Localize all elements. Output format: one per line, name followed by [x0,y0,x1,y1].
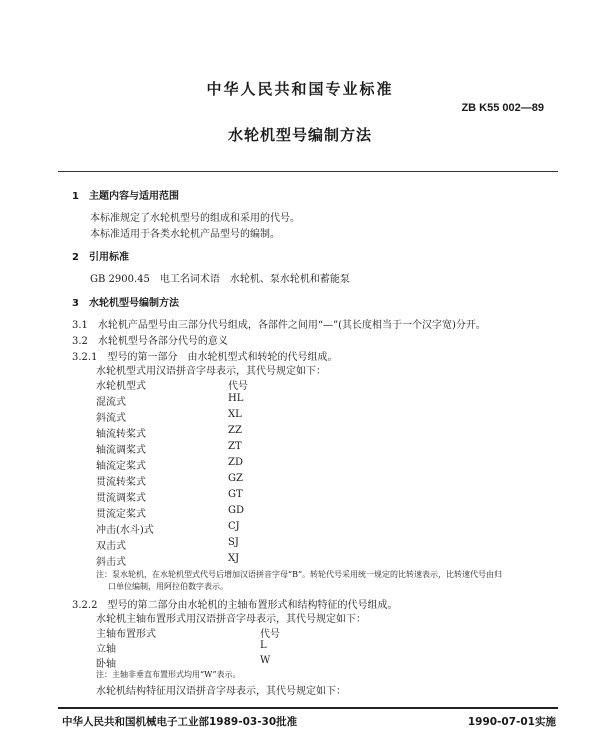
table1-row-code: ZZ [228,425,242,436]
section-1-heading: 1 主题内容与适用范围 [72,191,179,202]
section-1-para-2: 本标准适用于各类水轮机产品型号的编制。 [90,229,280,240]
section-1-para-1: 本标准规定了水轮机型号的组成和采用的代号。 [90,213,300,224]
table1-header-code: 代号 [228,381,248,392]
table1-row-code: ZT [228,441,242,452]
table1-row-name: 斜流式 [96,413,126,424]
table1-row-code: GZ [228,473,243,484]
clause-3-2: 3.2 水轮机型号各部分代号的意义 [72,336,228,347]
normative-reference: GB 2900.45 电工名词术语 水轮机、泵水轮机和蓄能泵 [90,274,350,285]
table2-row-code: L [260,640,267,651]
table2-row-name: 立轴 [96,644,116,655]
table1-row-code: GT [228,489,243,500]
table1-row-code: CJ [228,521,240,532]
table1-note-line-1: 注：泵水轮机，在水轮机型式代号后增加汉语拼音字母“B”。转轮代号采用统一规定的比转速表示，比转速代号由归 [96,570,503,579]
standard-number: ZB K55 002—89 [461,102,544,114]
table1-row-name: 轴流转桨式 [96,429,146,440]
clause-3-2-1: 3.2.1 型号的第一部分 由水轮机型式和转轮的代号组成。 [72,352,338,363]
table1-row-name: 双击式 [96,541,126,552]
header-divider [58,171,558,172]
effective-date: 1990-07-01实施 [467,716,556,728]
table2-header-layout: 主轴布置形式 [96,629,156,640]
table1-row-code: ZD [228,457,243,468]
table1-row-name: 贯流定桨式 [96,509,146,520]
footer-divider [58,707,558,709]
structure-intro: 水轮机结构特征用汉语拼音字母表示，其代号规定如下： [96,686,346,697]
table2-row-name: 卧轴 [96,659,116,670]
table1-row-name: 贯流调桨式 [96,493,146,504]
table2-row-code: W [260,655,271,666]
table1-header-type: 水轮机型式 [96,381,146,392]
clause-3-2-2-intro: 水轮机主轴布置形式用汉语拼音字母表示，其代号规定如下： [96,614,366,625]
section-3-heading: 3 水轮机型号编制方法 [72,298,179,309]
table1-row-name: 贯流转桨式 [96,477,146,488]
approval-date: 中华人民共和国机械电子工业部1989-03-30批准 [62,716,298,728]
section-2-heading: 2 引用标准 [72,252,129,263]
issuing-authority: 中华人民共和国专业标准 [206,80,394,98]
document-title: 水轮机型号编制方法 [227,126,372,144]
table1-row-code: XL [228,409,242,420]
table1-row-name: 冲击(水斗)式 [96,525,154,536]
clause-3-2-1-intro: 水轮机型式用汉语拼音字母表示，其代号规定如下： [96,366,326,377]
table1-row-name: 轴流调桨式 [96,445,146,456]
table2-note: 注：主轴非垂直布置形式均用“W”表示。 [96,670,241,679]
table1-row-code: XJ [228,553,240,564]
table2-header-code: 代号 [260,629,280,640]
table1-row-code: SJ [228,537,239,548]
clause-3-1: 3.1 水轮机产品型号由三部分代号组成，各部件之间用“—”(其长度相当于一个汉字宽)分开。 [72,320,486,331]
table1-row-code: GD [228,505,245,516]
table1-row-name: 斜击式 [96,557,126,568]
table1-row-name: 轴流定桨式 [96,461,146,472]
table1-note-line-2: 口单位编制，用阿拉伯数字表示。 [108,582,228,591]
table1-row-name: 混流式 [96,397,126,408]
clause-3-2-2: 3.2.2 型号的第二部分由水轮机的主轴布置形式和结构特征的代号组成。 [72,600,398,611]
table1-row-code: HL [228,393,244,404]
